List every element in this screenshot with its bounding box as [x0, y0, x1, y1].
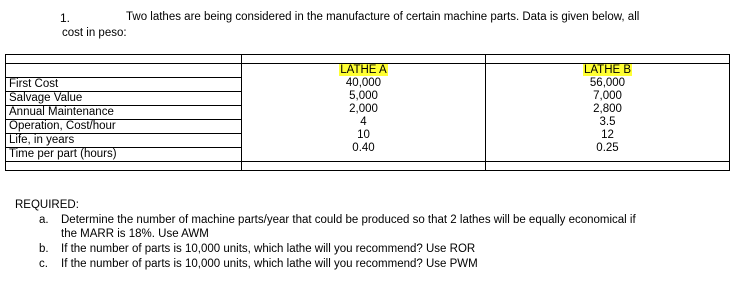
lathe-b-value: 2,800 [593, 103, 622, 115]
problem-intro-line2: cost in peso: [62, 27, 127, 39]
lathe-b-value: 0.25 [596, 142, 619, 154]
required-heading: REQUIRED: [15, 199, 79, 211]
required-item-c-line1: If the number of parts is 10,000 units, which lathe will you recommend? Use PWM [61, 258, 478, 270]
lathe-a-value: 10 [357, 129, 370, 141]
required-item-b-line1: If the number of parts is 10,000 units, which lathe will you recommend? Use ROR [61, 243, 476, 255]
lathe-a-column [242, 64, 486, 162]
required-item-a-marker: a. [39, 214, 49, 226]
lathe-b-value: 12 [601, 129, 614, 141]
problem-number: 1. [60, 11, 71, 25]
table-top-spacer-row [6, 55, 730, 64]
required-item-c-marker: c. [39, 258, 48, 270]
required-item-b-marker: b. [39, 243, 49, 255]
table-bottom-spacer-row [6, 162, 730, 171]
problem-intro-line1: Two lathes are being considered in the manufacture of certain machine parts. Data is given below, all [126, 11, 640, 23]
lathe-a-value: 5,000 [349, 90, 378, 102]
row-label: Life, in years [6, 133, 241, 147]
row-labels-cell [6, 64, 242, 162]
lathe-a-value: 4 [360, 116, 367, 128]
lathe-b-header: LATHE B [583, 64, 632, 76]
lathe-b-column [486, 64, 730, 162]
lathe-a-value: 0.40 [352, 142, 375, 154]
row-label: Time per part (hours) [6, 147, 241, 161]
lathe-data-table [5, 54, 730, 171]
lathe-b-value: 7,000 [593, 90, 622, 102]
required-item-a-line2: the MARR is 18%. Use AWM [61, 228, 209, 240]
row-label: First Cost [6, 77, 241, 91]
row-label: Annual Maintenance [6, 105, 241, 119]
lathe-b-value: 56,000 [589, 77, 626, 89]
row-label: Salvage Value [6, 91, 241, 105]
required-item-a-line1: Determine the number of machine parts/year that could be produced so that 2 lathes will be equally economical if [61, 214, 636, 226]
lathe-a-value: 2,000 [349, 103, 378, 115]
lathe-b-value: 3.5 [599, 116, 616, 128]
lathe-a-value: 40,000 [345, 77, 382, 89]
table-data-row [6, 64, 730, 162]
lathe-a-header: LATHE A [340, 64, 387, 76]
row-label: Operation, Cost/hour [6, 119, 241, 133]
